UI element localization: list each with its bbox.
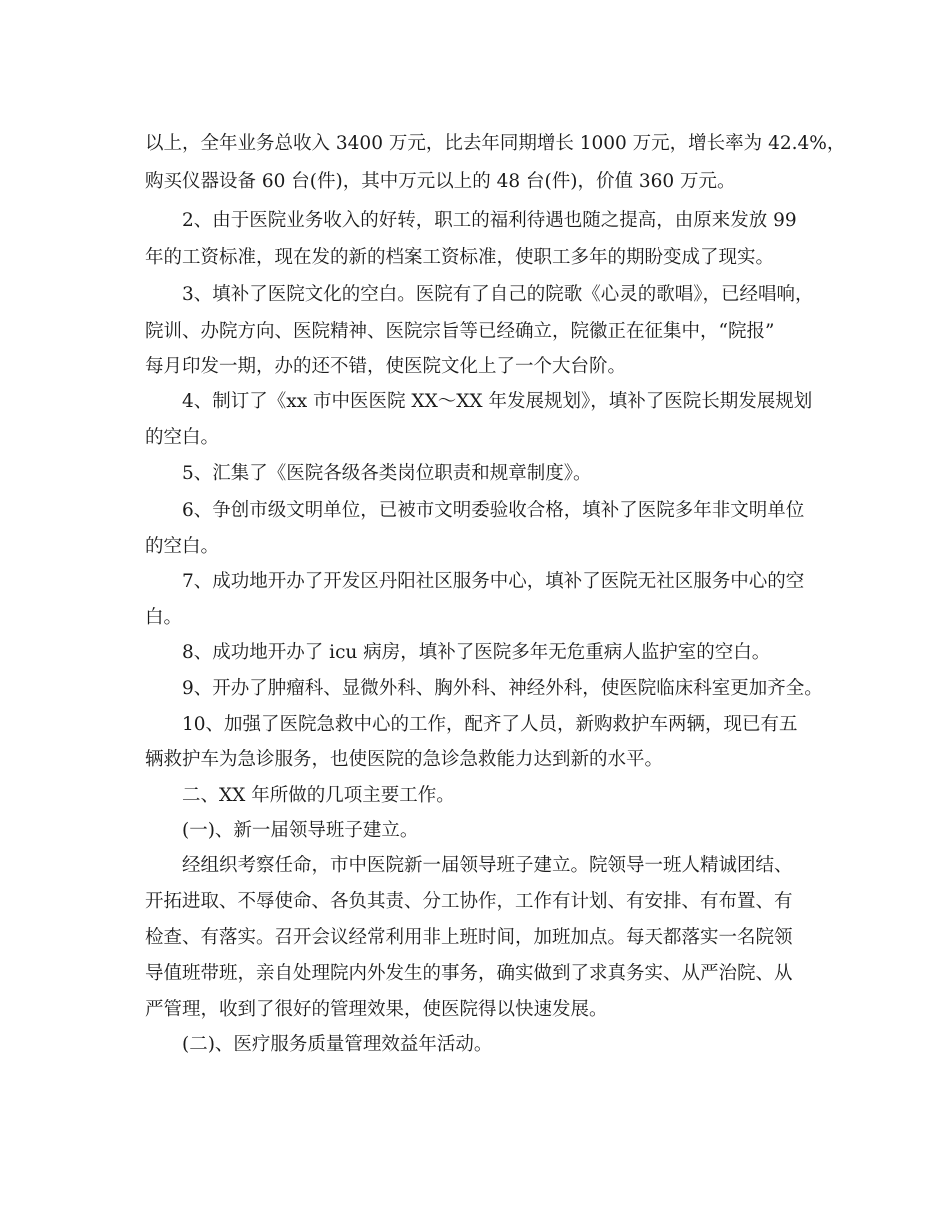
text-line: 开拓进取、不辱使命、各负其责、分工协作，工作有计划、有安排、有布置、有 [145,891,793,912]
text-line: 检查、有落实。召开会议经常利用非上班时间，加班加点。每天都落实一名院领 [145,927,793,948]
text-line: 9、开办了肿瘤科、显微外科、胸外科、神经外科，使医院临床科室更加齐全。 [182,678,823,699]
text-line: 严管理，收到了很好的管理效果，使医院得以快速发展。 [145,999,608,1020]
text-line: 3、填补了医院文化的空白。医院有了自己的院歌《心灵的歌唱》，已经唱响， [182,284,814,305]
text-line: 7、成功地开办了开发区丹阳社区服务中心，填补了医院无社区服务中心的空 [182,571,805,592]
text-line: 每月印发一期，办的还不错，使医院文化上了一个大台阶。 [145,356,627,377]
text-line: 白。 [145,607,183,628]
text-line: 以上，全年业务总收入 3400 万元，比去年同期增长 1000 万元，增长率为 42.4%， [145,133,846,154]
text-line: 的空白。 [145,427,220,448]
text-line: 院训、办院方向、医院精神、医院宗旨等已经确立，院徽正在征集中，“院报” [145,321,775,342]
text-line: 年的工资标准，现在发的新的档案工资标准，使职工多年的期盼变成了现实。 [145,247,775,268]
text-line: 10、加强了医院急救中心的工作，配齐了人员，新购救护车两辆，现已有五 [182,714,798,735]
text-line: 6、争创市级文明单位，已被市文明委验收合格，填补了医院多年非文明单位 [182,500,805,521]
text-line: 2、由于医院业务收入的好转，职工的福利待遇也随之提高，由原来发放 99 [182,210,797,231]
text-line: 经组织考察任命，市中医院新一届领导班子建立。院领导一班人精诚团结、 [182,855,793,876]
text-line: (一)、新一届领导班子建立。 [182,820,419,841]
text-line: 4、制订了《xx 市中医医院 XX～XX 年发展规划》，填补了医院长期发展规划 [182,391,813,412]
text-line: 二、XX 年所做的几项主要工作。 [182,785,455,806]
text-line: (二)、医疗服务质量管理效益年活动。 [182,1034,493,1055]
text-line: 8、成功地开办了 icu 病房，填补了医院多年无危重病人监护室的空白。 [182,642,771,663]
text-line: 辆救护车为急诊服务，也使医院的急诊急救能力达到新的水平。 [145,749,664,770]
text-line: 的空白。 [145,536,220,557]
text-line: 导值班带班，亲自处理院内外发生的事务，确实做到了求真务实、从严治院、从 [145,963,793,984]
text-line: 5、汇集了《医院各级各类岗位职责和规章制度》。 [182,463,592,484]
text-line: 购买仪器设备 60 台(件)，其中万元以上的 48 台(件)，价值 360 万元。 [145,171,736,192]
